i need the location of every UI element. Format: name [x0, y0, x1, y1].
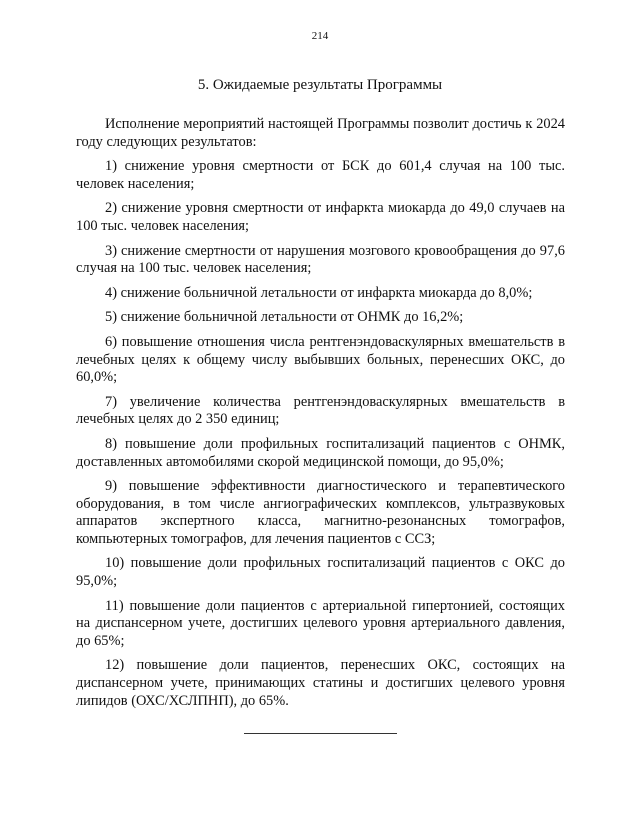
result-item-11: 11) повышение доли пациентов с артериальной гипертонией, состоящих на диспансерном учете, достигших целевого уровня артериального давления, до 65%; — [76, 597, 565, 649]
result-item-1: 1) снижение уровня смертности от БСК до 601,4 случая на 100 тыс. человек населения; — [76, 158, 565, 192]
result-item-10: 10) повышение доли профильных госпитализаций пациентов с ОКС до 95,0%; — [76, 555, 565, 590]
result-item-5: 5) снижение больничной летальности от ОНМК до 16,2%; — [105, 309, 464, 326]
result-item-4: 4) снижение больничной летальности от инфаркта миокарда до 8,0%; — [105, 284, 533, 301]
footer-divider — [244, 733, 397, 734]
result-item-3: 3) снижение смертности от нарушения мозгового кровообращения до 97,6 случая на 100 тыс. человек населения; — [76, 242, 565, 277]
intro-paragraph: Исполнение мероприятий настоящей Программы позволит достичь к 2024 году следующих результатов: — [76, 116, 565, 150]
result-item-8: 8) повышение доли профильных госпитализаций пациентов с ОНМК, доставленных автомобилями скорой медицинской помощи, до 95,0%; — [76, 435, 565, 470]
section-title: 5. Ожидаемые результаты Программы — [197, 77, 443, 93]
result-item-7: 7) увеличение количества рентгенэндоваскулярных вмешательств в лечебных целях до 2 350 единиц; — [76, 393, 565, 428]
result-item-9: 9) повышение эффективности диагностического и терапевтического оборудования, в том числе ангиографических комплексов, ультразвуковых аппаратов экспертного класса, магнитно-резонансных томографов, компьютерных томографов, для лечения пациентов с ССЗ; — [76, 478, 565, 547]
result-item-6: 6) повышение отношения числа рентгенэндоваскулярных вмешательств в лечебных целях к общему числу выбывших больных, перенесших ОКС, до 60,0%; — [76, 333, 565, 386]
results-body — [76, 116, 565, 717]
result-item-12: 12) повышение доли пациентов, перенесших ОКС, состоящих на диспансерном учете, принимающих статины и достигших целевого уровня липидов (ОХС/ХСЛПНП), до 65%. — [76, 657, 565, 709]
result-item-2: 2) снижение уровня смертности от инфаркта миокарда до 49,0 случаев на 100 тыс. человек населения; — [76, 200, 565, 234]
page-number: 214 — [311, 30, 329, 42]
